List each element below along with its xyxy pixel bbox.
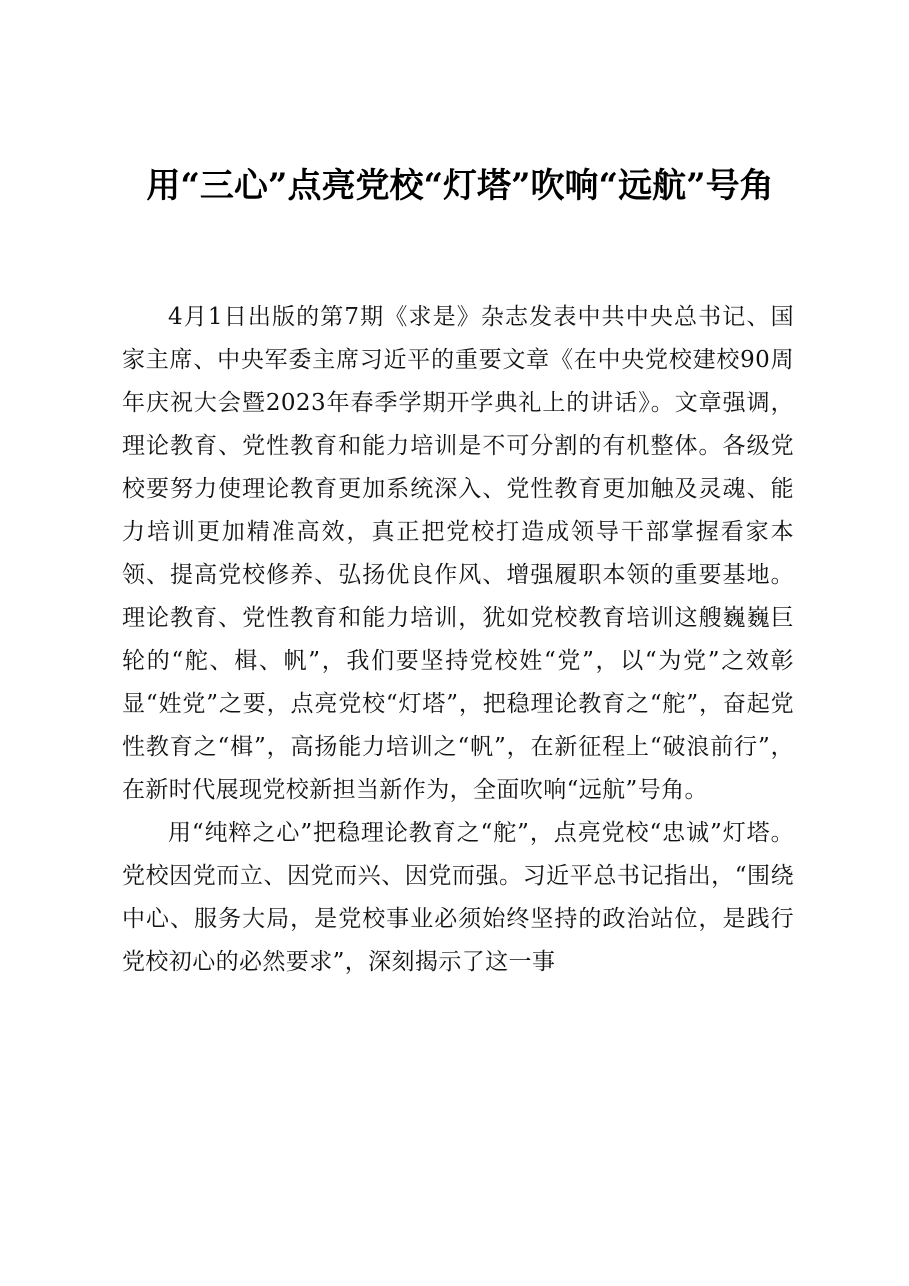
document-body bbox=[122, 296, 794, 984]
paragraph-1: 4月1日出版的第7期《求是》杂志发表中共中央总书记、国家主席、中央军委主席习近平的重要文章《在中央党校建校90周年庆祝大会暨2023年春季学期开学典礼上的讲话》。文章强调，理论教育、党性教育和能力培训是不可分割的有机整体。各级党校要努力使理论教育更加系统深入、党性教育更加触及灵魂、能力培训更加精准高效，真正把党校打造成领导干部掌握看家本领、提高党校修养、弘扬优良作风、增强履职本领的重要基地。理论教育、党性教育和能力培训，犹如党校教育培训这艘巍巍巨轮的“舵、楫、帆”，我们要坚持党校姓“党”，以“为党”之效彰显“姓党”之要，点亮党校“灯塔”，把稳理论教育之“舵”，奋起党性教育之“楫”，高扬能力培训之“帆”，在新征程上“破浪前行”，在新时代展现党校新担当新作为，全面吹响“远航”号角。 bbox=[122, 304, 794, 803]
document-title: 用“三心”点亮党校“灯塔”吹响“远航”号角 bbox=[146, 166, 774, 206]
paragraph-2: 用“纯粹之心”把稳理论教育之“舵”，点亮党校“忠诚”灯塔。党校因党而立、因党而兴、因党而强。习近平总书记指出，“围绕中心、服务大局，是党校事业必须始终坚持的政治站位，是践行党校初心的必然要求”，深刻揭示了这一事 bbox=[122, 820, 794, 975]
